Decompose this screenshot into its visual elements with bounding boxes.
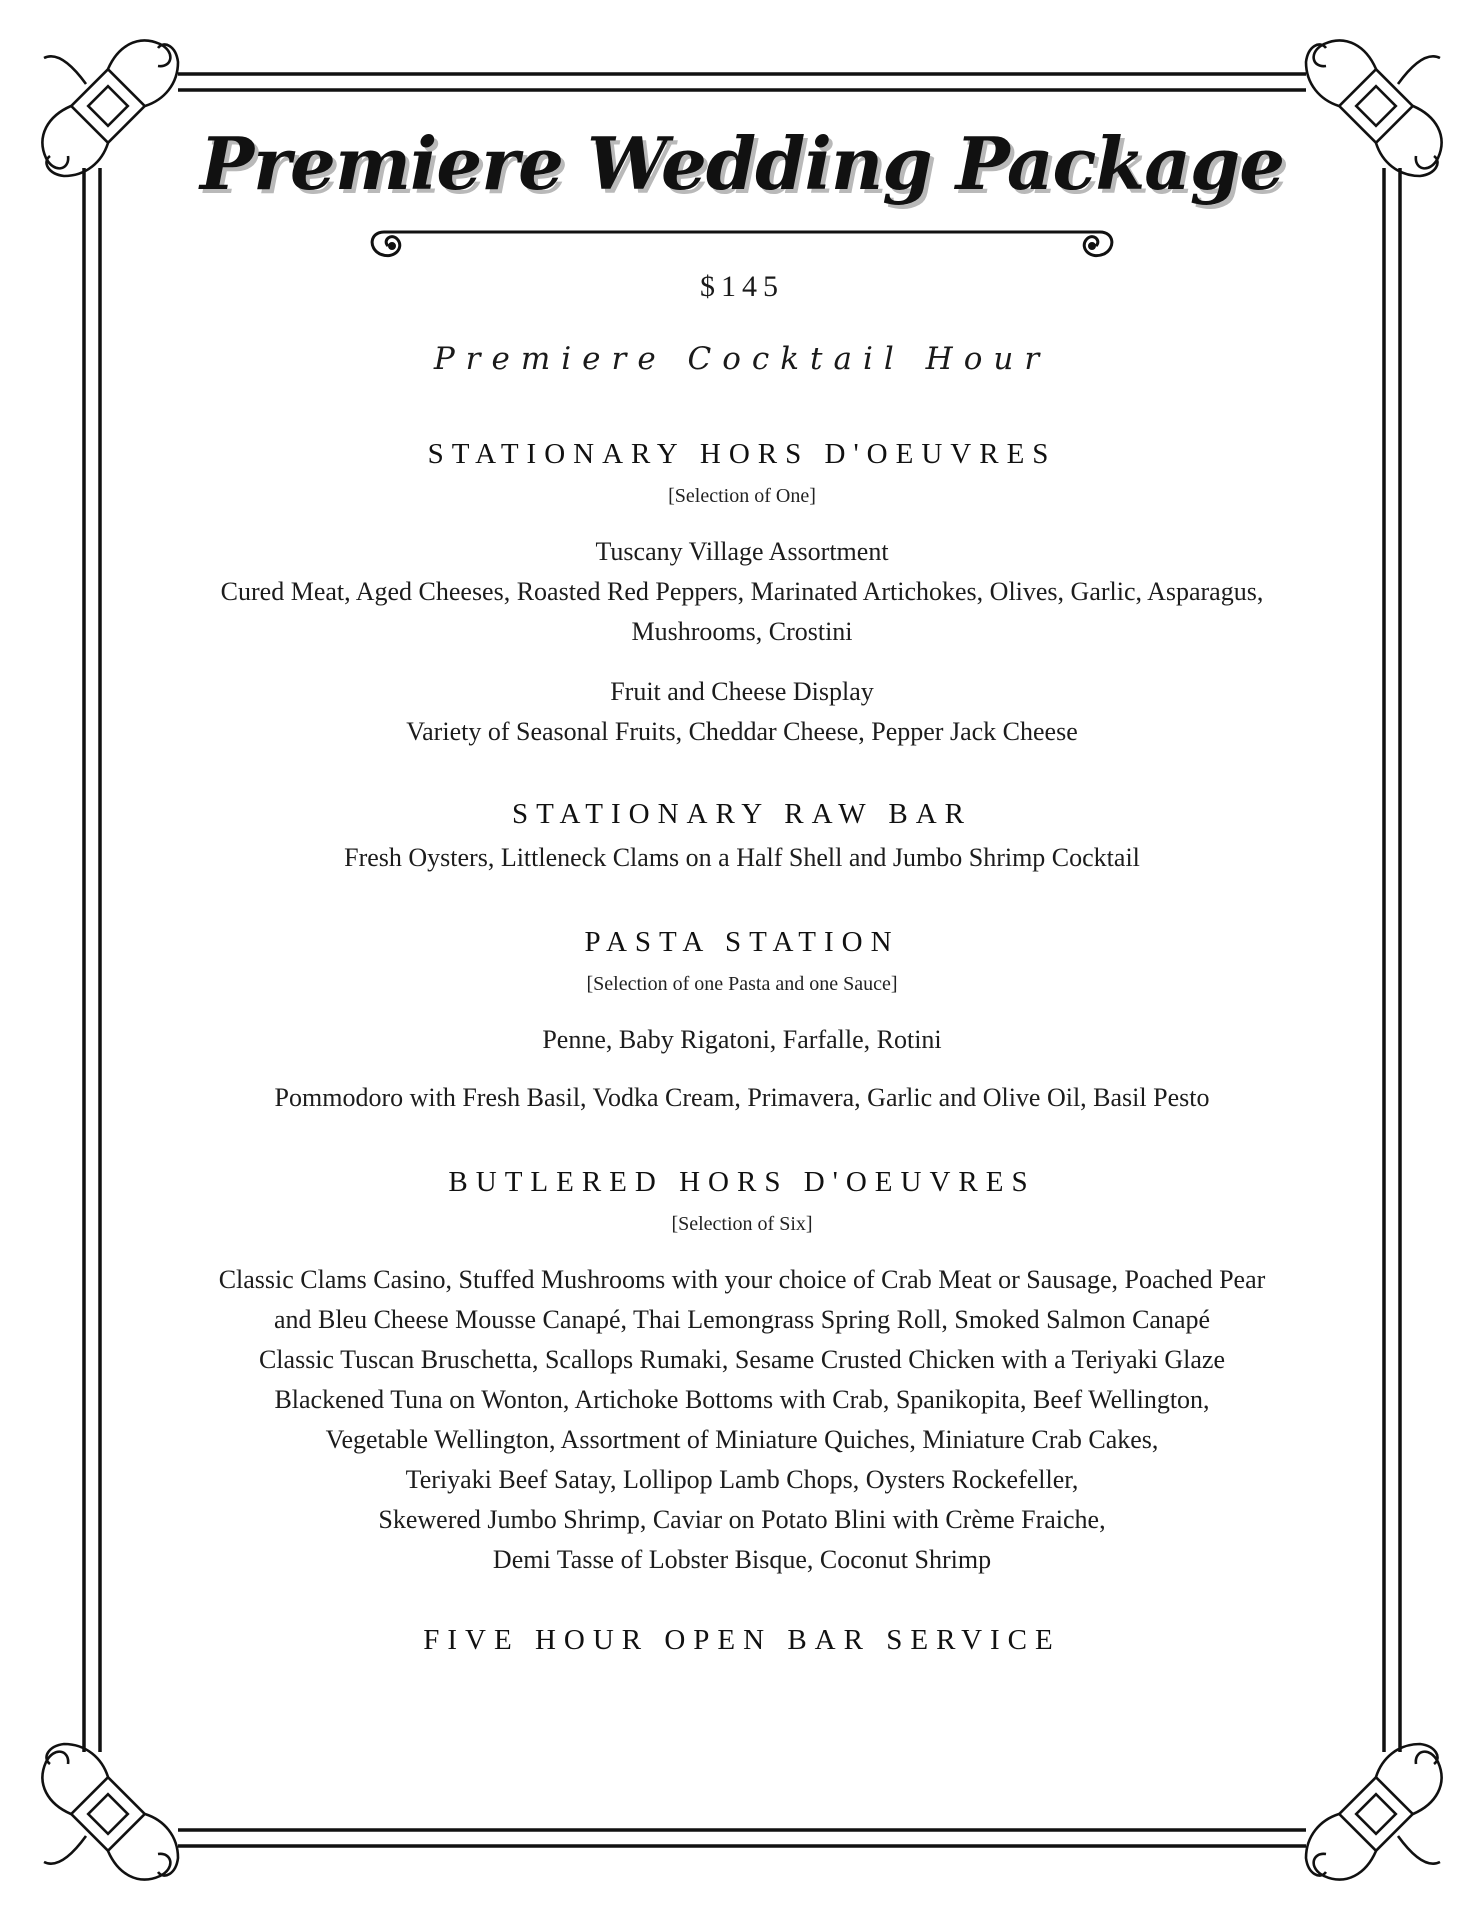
- corner-ornament-bottom-left: [42, 1744, 178, 1880]
- butlered-list: [150, 1260, 1334, 1580]
- section-heading-raw-bar: STATIONARY RAW BAR: [512, 798, 972, 830]
- sauce-options: Pommodoro with Fresh Basil, Vodka Cream, Primavera, Garlic and Olive Oil, Basil Pesto: [274, 1083, 1210, 1112]
- list-item: Classic Tuscan Bruschetta, Scallops Rumaki, Sesame Crusted Chicken with a Teriyaki Glaze: [258, 1345, 1226, 1374]
- list-item: Vegetable Wellington, Assortment of Miniature Quiches, Miniature Crab Cakes,: [325, 1425, 1159, 1454]
- corner-ornament-bottom-right: [1306, 1744, 1442, 1880]
- list-item: Blackened Tuna on Wonton, Artichoke Bottoms with Crab, Spanikopita, Beef Wellington,: [274, 1385, 1210, 1414]
- pasta-options: Penne, Baby Rigatoni, Farfalle, Rotini: [542, 1025, 942, 1054]
- section-note-butlered: [Selection of Six]: [671, 1213, 813, 1235]
- menu-item-name: Fruit and Cheese Display: [610, 677, 874, 706]
- list-item: Demi Tasse of Lobster Bisque, Coconut Shrimp: [492, 1545, 992, 1574]
- list-item: Classic Clams Casino, Stuffed Mushrooms with your choice of Crab Meat or Sausage, Poached Pear: [218, 1265, 1266, 1294]
- menu-item-description: Mushrooms, Crostini: [631, 617, 853, 646]
- section-note-stationary-hors: [Selection of One]: [668, 485, 816, 507]
- section-heading-open-bar: FIVE HOUR OPEN BAR SERVICE: [423, 1624, 1061, 1656]
- menu-item-fruit-cheese: [150, 672, 1334, 752]
- menu-item-description: Variety of Seasonal Fruits, Cheddar Cheese, Pepper Jack Cheese: [406, 717, 1078, 746]
- package-price: $145: [700, 270, 784, 303]
- cocktail-hour-subtitle: Premiere Cocktail Hour: [433, 341, 1051, 377]
- list-item: and Bleu Cheese Mousse Canapé, Thai Lemongrass Spring Roll, Smoked Salmon Canapé: [273, 1305, 1211, 1334]
- raw-bar-description: Fresh Oysters, Littleneck Clams on a Half Shell and Jumbo Shrimp Cocktail: [344, 843, 1140, 872]
- menu-item-name: Tuscany Village Assortment: [595, 537, 889, 566]
- page-title: Premiere Wedding Package: [199, 121, 1285, 206]
- section-heading-stationary-hors: STATIONARY HORS D'OEUVRES: [427, 438, 1057, 470]
- menu-item-tuscany: [150, 532, 1334, 652]
- menu-item-description: Cured Meat, Aged Cheeses, Roasted Red Peppers, Marinated Artichokes, Olives, Garlic, Asparagus,: [220, 577, 1264, 606]
- section-heading-butlered: BUTLERED HORS D'OEUVRES: [448, 1166, 1036, 1198]
- section-heading-pasta: PASTA STATION: [584, 926, 900, 958]
- list-item: Skewered Jumbo Shrimp, Caviar on Potato Blini with Crème Fraiche,: [378, 1505, 1106, 1534]
- title-scroll-divider: [372, 232, 1112, 256]
- list-item: Teriyaki Beef Satay, Lollipop Lamb Chops, Oysters Rockefeller,: [405, 1465, 1079, 1494]
- section-note-pasta: [Selection of one Pasta and one Sauce]: [586, 973, 898, 995]
